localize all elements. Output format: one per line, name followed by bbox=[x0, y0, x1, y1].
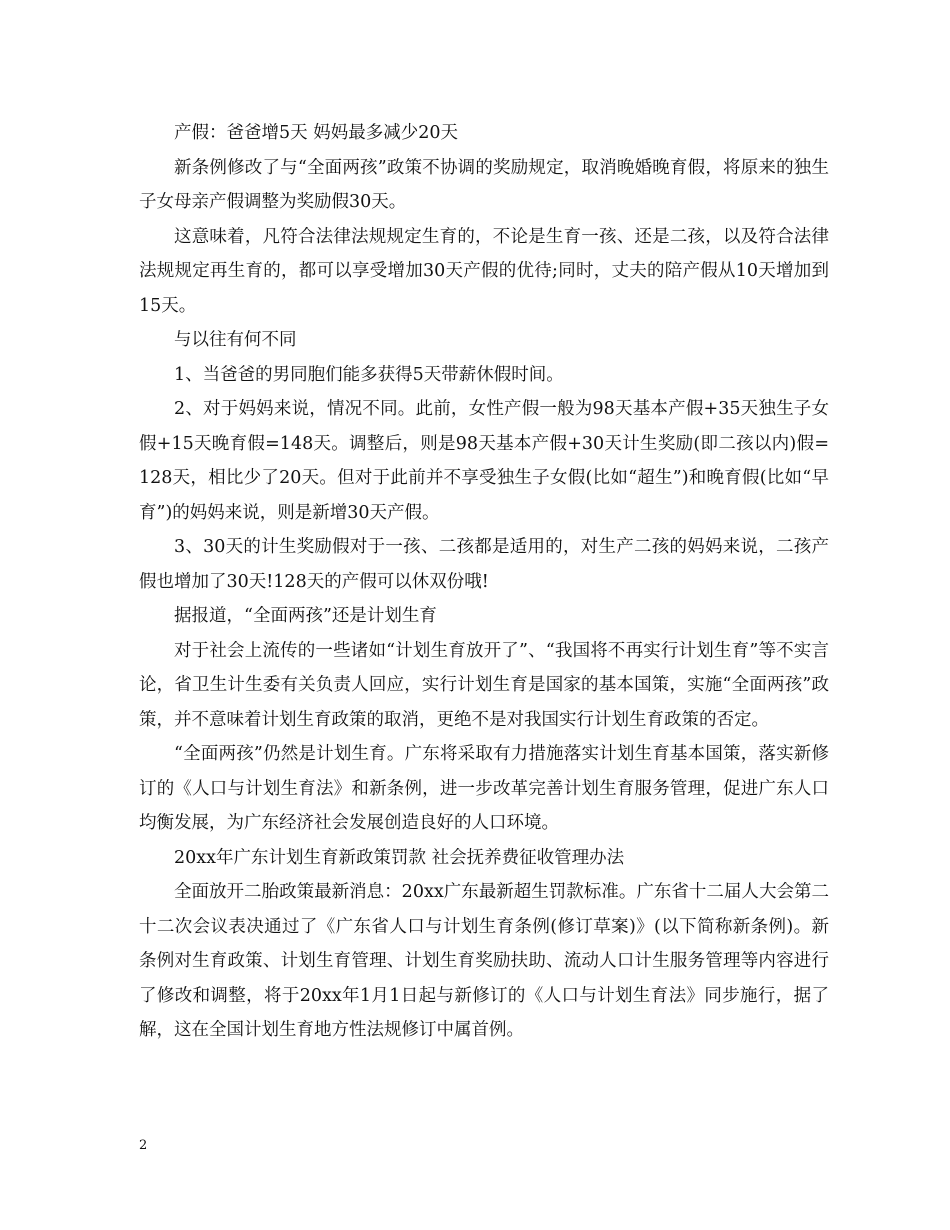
paragraph: 新条例修改了与“全面两孩”政策不协调的奖励规定，取消晚婚晚育假，将原来的独生子女母亲产假调整为奖励假30天。 bbox=[139, 157, 829, 212]
heading-differences: 与以往有何不同 bbox=[174, 330, 297, 350]
list-item: 3、30天的计生奖励假对于一孩、二孩都是适用的，对生产二孩的妈妈来说，二孩产假也增加了30天!128天的产假可以休双份哦! bbox=[139, 537, 829, 592]
heading-maternity-leave: 产假：爸爸增5天 妈妈最多减少20天 bbox=[174, 123, 458, 143]
paragraph: 这意味着，凡符合法律法规规定生育的，不论是生育一孩、还是二孩，以及符合法律法规规定再生育的，都可以享受增加30天产假的优待;同时，丈夫的陪产假从10天增加到15天。 bbox=[139, 226, 829, 316]
heading-penalty: 20xx年广东计划生育新政策罚款 社会抚养费征收管理办法 bbox=[174, 847, 625, 868]
document-body bbox=[139, 116, 829, 1048]
paragraph: 全面放开二胎政策最新消息：20xx广东最新超生罚款标准。广东省十二届人大会第二十二次会议表决通过了《广东省人口与计划生育条例(修订草案)》(以下简称新条例)。新条例对生育政策、计划生育管理、计划生育奖励扶助、流动人口计生服务管理等内容进行了修改和调整，将于20xx年1月1日起与新修订的《人口与计划生育法》同步施行，据了解，这在全国计划生育地方性法规修订中属首例。 bbox=[139, 882, 829, 1040]
heading-report: 据报道，“全面两孩”还是计划生育 bbox=[174, 606, 437, 626]
list-item: 1、当爸爸的男同胞们能多获得5天带薪休假时间。 bbox=[174, 364, 564, 385]
list-item: 2、对于妈妈来说，情况不同。此前，女性产假一般为98天基本产假+35天独生子女假+15天晚育假=148天。调整后，则是98天基本产假+30天计生奖励(即二孩以内)假=128天，相比少了20天。但对于此前并不享受独生子女假(比如“超生”)和晚育假(比如“早育”)的妈妈来说，则是新增30天产假。 bbox=[139, 399, 829, 523]
paragraph: “全面两孩”仍然是计划生育。广东将采取有力措施落实计划生育基本国策，落实新修订的《人口与计划生育法》和新条例，进一步改革完善计划生育服务管理，促进广东人口均衡发展，为广东经济社会发展创造良好的人口环境。 bbox=[139, 744, 829, 833]
page-number: 2 bbox=[139, 1138, 148, 1153]
paragraph: 对于社会上流传的一些诸如“计划生育放开了”、“我国将不再实行计划生育”等不实言论，省卫生计生委有关负责人回应，实行计划生育是国家的基本国策，实施“全面两孩”政策，并不意味着计划生育政策的取消，更绝不是对我国实行计划生育政策的否定。 bbox=[139, 640, 829, 730]
